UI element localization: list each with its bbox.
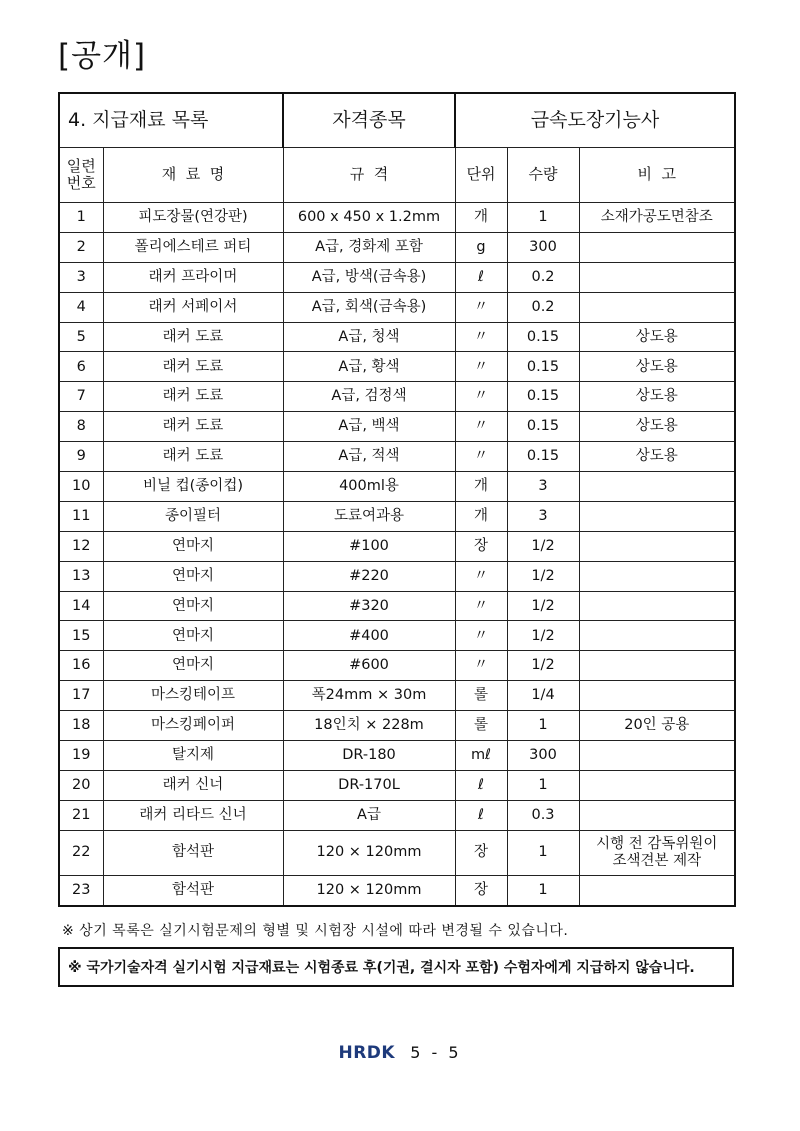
cell-spec: A급, 경화제 포함 <box>283 232 455 262</box>
table-row <box>59 292 735 322</box>
cell-qty: 1 <box>507 830 579 875</box>
cell-no: 11 <box>59 501 103 531</box>
cell-qty: 1/2 <box>507 561 579 591</box>
table-row <box>59 472 735 502</box>
cell-unit: 〃 <box>455 382 507 412</box>
cell-unit: ℓ <box>455 262 507 292</box>
cell-note <box>579 651 735 681</box>
cell-name: 래커 도료 <box>103 382 283 412</box>
notice-box <box>58 947 734 987</box>
cell-no: 17 <box>59 681 103 711</box>
qualification-value: 금속도장기능사 <box>455 93 735 148</box>
page-footer <box>0 1043 800 1063</box>
cell-note <box>579 681 735 711</box>
cell-qty: 300 <box>507 232 579 262</box>
table-row <box>59 800 735 830</box>
cell-name: 마스킹페이퍼 <box>103 711 283 741</box>
cell-qty: 1/2 <box>507 591 579 621</box>
cell-name: 래커 도료 <box>103 322 283 352</box>
cell-note <box>579 561 735 591</box>
cell-spec: DR-170L <box>283 770 455 800</box>
cell-unit: ℓ <box>455 770 507 800</box>
cell-note <box>579 770 735 800</box>
cell-no: 4 <box>59 292 103 322</box>
cell-spec: 120 × 120mm <box>283 875 455 905</box>
cell-unit: mℓ <box>455 741 507 771</box>
cell-no: 8 <box>59 412 103 442</box>
cell-spec: 도료여과용 <box>283 501 455 531</box>
cell-spec: A급, 백색 <box>283 412 455 442</box>
cell-no: 10 <box>59 472 103 502</box>
cell-note: 상도용 <box>579 322 735 352</box>
cell-name: 함석판 <box>103 875 283 905</box>
cell-qty: 1 <box>507 770 579 800</box>
cell-spec: A급, 청색 <box>283 322 455 352</box>
cell-no: 1 <box>59 203 103 233</box>
hrdk-logo: HRDK <box>338 1043 396 1063</box>
cell-unit: 〃 <box>455 292 507 322</box>
table-row <box>59 352 735 382</box>
cell-note <box>579 875 735 905</box>
cell-spec: #320 <box>283 591 455 621</box>
cell-qty: 0.15 <box>507 442 579 472</box>
cell-name: 연마지 <box>103 621 283 651</box>
cell-qty: 1/2 <box>507 531 579 561</box>
cell-name: 래커 프라이머 <box>103 262 283 292</box>
cell-qty: 1 <box>507 711 579 741</box>
cell-spec: #400 <box>283 621 455 651</box>
column-header-row <box>59 148 735 203</box>
page-number: 5 - 5 <box>410 1043 462 1062</box>
cell-no: 2 <box>59 232 103 262</box>
col-header-spec: 규 격 <box>283 148 455 203</box>
cell-name: 래커 도료 <box>103 442 283 472</box>
cell-spec: A급, 황색 <box>283 352 455 382</box>
table-row <box>59 830 735 875</box>
cell-qty: 0.15 <box>507 322 579 352</box>
cell-note <box>579 232 735 262</box>
cell-no: 9 <box>59 442 103 472</box>
table-row <box>59 770 735 800</box>
col-header-qty: 수량 <box>507 148 579 203</box>
cell-qty: 300 <box>507 741 579 771</box>
cell-no: 19 <box>59 741 103 771</box>
cell-note: 소재가공도면참조 <box>579 203 735 233</box>
cell-unit: 롤 <box>455 711 507 741</box>
cell-qty: 0.2 <box>507 292 579 322</box>
cell-qty: 1/4 <box>507 681 579 711</box>
cell-no: 21 <box>59 800 103 830</box>
cell-name: 비닐 컵(종이컵) <box>103 472 283 502</box>
table-row <box>59 681 735 711</box>
cell-name: 래커 도료 <box>103 412 283 442</box>
cell-unit: 〃 <box>455 651 507 681</box>
cell-no: 23 <box>59 875 103 905</box>
cell-no: 20 <box>59 770 103 800</box>
cell-unit: ℓ <box>455 800 507 830</box>
table-row <box>59 382 735 412</box>
cell-name: 연마지 <box>103 591 283 621</box>
table-row <box>59 531 735 561</box>
header-row <box>59 93 735 148</box>
cell-spec: #220 <box>283 561 455 591</box>
cell-name: 래커 신너 <box>103 770 283 800</box>
cell-no: 16 <box>59 651 103 681</box>
col-header-note: 비 고 <box>579 148 735 203</box>
table-row <box>59 875 735 905</box>
cell-note <box>579 531 735 561</box>
col-header-no <box>59 148 103 203</box>
cell-note <box>579 741 735 771</box>
cell-note: 상도용 <box>579 442 735 472</box>
cell-name: 종이필터 <box>103 501 283 531</box>
cell-name: 연마지 <box>103 531 283 561</box>
cell-qty: 1 <box>507 203 579 233</box>
cell-name: 연마지 <box>103 651 283 681</box>
table-row <box>59 203 735 233</box>
cell-no: 12 <box>59 531 103 561</box>
table-row <box>59 711 735 741</box>
section-title: 4. 지급재료 목록 <box>59 93 283 148</box>
cell-spec: 600 x 450 x 1.2mm <box>283 203 455 233</box>
cell-qty: 1/2 <box>507 651 579 681</box>
cell-spec: 400ml용 <box>283 472 455 502</box>
cell-unit: 〃 <box>455 352 507 382</box>
cell-spec: A급 <box>283 800 455 830</box>
cell-name: 피도장물(연강판) <box>103 203 283 233</box>
cell-unit: 장 <box>455 531 507 561</box>
table-row <box>59 741 735 771</box>
cell-name: 마스킹테이프 <box>103 681 283 711</box>
table-row <box>59 412 735 442</box>
cell-no: 13 <box>59 561 103 591</box>
table-row <box>59 591 735 621</box>
cell-name: 연마지 <box>103 561 283 591</box>
cell-no: 5 <box>59 322 103 352</box>
cell-spec: A급, 방색(금속용) <box>283 262 455 292</box>
col-header-no-text: 일련 번호 <box>66 156 96 192</box>
cell-note: 상도용 <box>579 382 735 412</box>
cell-unit: 개 <box>455 203 507 233</box>
cell-spec: 120 × 120mm <box>283 830 455 875</box>
cell-unit: g <box>455 232 507 262</box>
cell-no: 22 <box>59 830 103 875</box>
table-row <box>59 621 735 651</box>
cell-qty: 0.15 <box>507 352 579 382</box>
cell-note <box>579 292 735 322</box>
cell-name: 함석판 <box>103 830 283 875</box>
cell-qty: 0.15 <box>507 382 579 412</box>
cell-unit: 〃 <box>455 412 507 442</box>
cell-name: 탈지제 <box>103 741 283 771</box>
cell-qty: 1 <box>507 875 579 905</box>
cell-note: 상도용 <box>579 352 735 382</box>
cell-spec: 폭24mm × 30m <box>283 681 455 711</box>
table-row <box>59 501 735 531</box>
cell-unit: 〃 <box>455 442 507 472</box>
cell-unit: 장 <box>455 875 507 905</box>
cell-spec: 18인치 × 228m <box>283 711 455 741</box>
cell-no: 7 <box>59 382 103 412</box>
cell-unit: 장 <box>455 830 507 875</box>
cell-qty: 3 <box>507 501 579 531</box>
cell-unit: 개 <box>455 472 507 502</box>
cell-note <box>579 621 735 651</box>
footnote: ※ 상기 목록은 실기시험문제의 형별 및 시험장 시설에 따라 변경될 수 있습니다. <box>62 923 569 939</box>
cell-note: 20인 공용 <box>579 711 735 741</box>
cell-qty: 1/2 <box>507 621 579 651</box>
cell-note: 상도용 <box>579 412 735 442</box>
cell-no: 6 <box>59 352 103 382</box>
cell-spec: #600 <box>283 651 455 681</box>
table-row <box>59 442 735 472</box>
cell-note <box>579 800 735 830</box>
cell-no: 15 <box>59 621 103 651</box>
document-title: [공개] <box>58 38 147 74</box>
cell-spec: #100 <box>283 531 455 561</box>
qualification-label: 자격종목 <box>283 93 455 148</box>
cell-no: 18 <box>59 711 103 741</box>
table-row <box>59 561 735 591</box>
col-header-name: 재 료 명 <box>103 148 283 203</box>
notice-text: ※ 국가기술자격 실기시험 지급재료는 시험종료 후(기권, 결시자 포함) 수험자에게 지급하지 않습니다. <box>68 960 695 976</box>
cell-note <box>579 501 735 531</box>
materials-table <box>58 92 736 907</box>
cell-unit: 롤 <box>455 681 507 711</box>
table-row <box>59 651 735 681</box>
cell-spec: DR-180 <box>283 741 455 771</box>
table-row <box>59 232 735 262</box>
col-header-unit: 단위 <box>455 148 507 203</box>
cell-spec: A급, 검정색 <box>283 382 455 412</box>
cell-unit: 〃 <box>455 621 507 651</box>
cell-name: 래커 서페이서 <box>103 292 283 322</box>
table-row <box>59 322 735 352</box>
cell-spec: A급, 회색(금속용) <box>283 292 455 322</box>
cell-name: 래커 도료 <box>103 352 283 382</box>
cell-unit: 〃 <box>455 322 507 352</box>
cell-name: 래커 리타드 신너 <box>103 800 283 830</box>
cell-qty: 0.15 <box>507 412 579 442</box>
cell-no: 3 <box>59 262 103 292</box>
cell-name: 폴리에스테르 퍼티 <box>103 232 283 262</box>
cell-note <box>579 591 735 621</box>
cell-qty: 0.3 <box>507 800 579 830</box>
cell-qty: 0.2 <box>507 262 579 292</box>
cell-note <box>579 472 735 502</box>
cell-unit: 〃 <box>455 561 507 591</box>
cell-unit: 개 <box>455 501 507 531</box>
cell-no: 14 <box>59 591 103 621</box>
cell-spec: A급, 적색 <box>283 442 455 472</box>
cell-unit: 〃 <box>455 591 507 621</box>
cell-qty: 3 <box>507 472 579 502</box>
cell-note: 시행 전 감독위원이 조색견본 제작 <box>579 830 735 875</box>
table-row <box>59 262 735 292</box>
cell-note <box>579 262 735 292</box>
